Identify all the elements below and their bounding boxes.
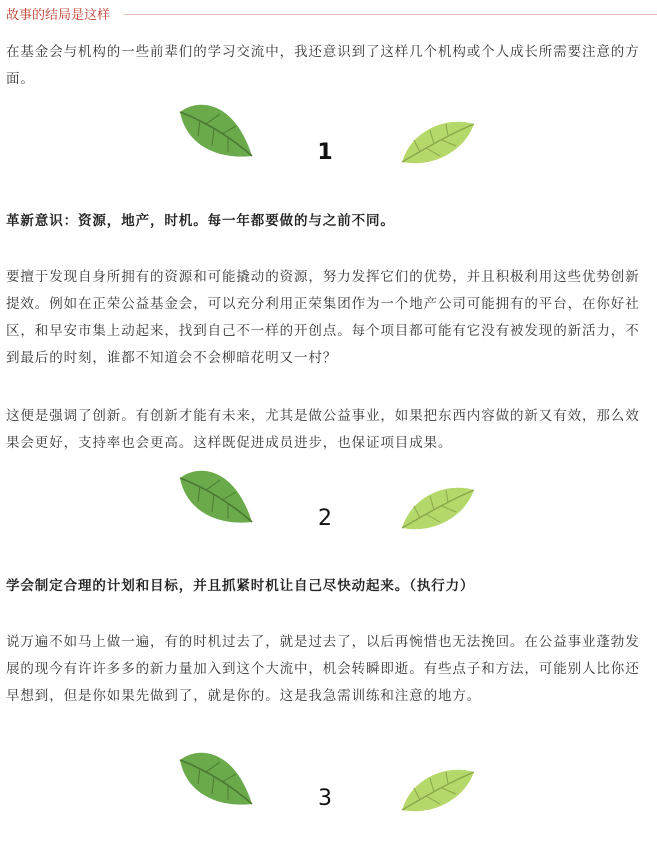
leaf-icon <box>398 118 476 166</box>
header-title: 故事的结局是这样 <box>6 8 111 23</box>
intro-paragraph: 在基金会与机构的一些前辈们的学习交流中，我还意识到了这样几个机构或个人成长所需要注意的方面。 <box>6 44 640 87</box>
leaf-icon <box>398 766 476 814</box>
section-divider-1 <box>0 100 657 170</box>
section-number-2: 2 <box>318 506 332 531</box>
leaf-icon <box>176 466 256 526</box>
section-header <box>6 4 657 24</box>
leaf-icon <box>398 484 476 532</box>
leaf-icon <box>176 748 256 808</box>
section-2-paragraph-1: 说万遍不如马上做一遍，有的时机过去了，就是过去了，以后再惋惜也无法挽回。在公益事业蓬勃发展的现今有许许多多的新力量加入到这个大流中，机会转瞬即逝。有些点子和方法，可能别人比你还早想到，但是你如果先做到了，就是你的。这是我急需训练和注意的地方。 <box>6 634 640 704</box>
section-heading-1: 革新意识：资源，地产，时机。每一年都要做的与之前不同。 <box>6 213 395 229</box>
leaf-icon <box>176 100 256 160</box>
header-divider-line <box>124 14 657 15</box>
section-1-paragraph-1: 要擅于发现自身所拥有的资源和可能撬动的资源，努力发挥它们的优势，并且积极利用这些优势创新提效。例如在正荣公益基金会，可以充分利用正荣集团作为一个地产公司可能拥有的平台，在你好社区，和早安市集上动起来，找到自己不一样的开创点。每个项目都可能有它没有被发现的新活力，不到最后的时刻，谁都不知道会不会柳暗花明又一村？ <box>6 269 640 366</box>
section-1-paragraph-2: 这便是强调了创新。有创新才能有未来，尤其是做公益事业，如果把东西内容做的新又有效，那么效果会更好，支持率也会更高。这样既促进成员进步，也保证项目成果。 <box>6 408 640 451</box>
section-number-1: 1 <box>317 140 333 165</box>
section-number-3: 3 <box>318 786 332 811</box>
section-heading-2: 学会制定合理的计划和目标，并且抓紧时机让自己尽快动起来。（执行力） <box>6 578 475 594</box>
section-divider-2 <box>0 466 657 536</box>
section-divider-3 <box>0 748 657 818</box>
